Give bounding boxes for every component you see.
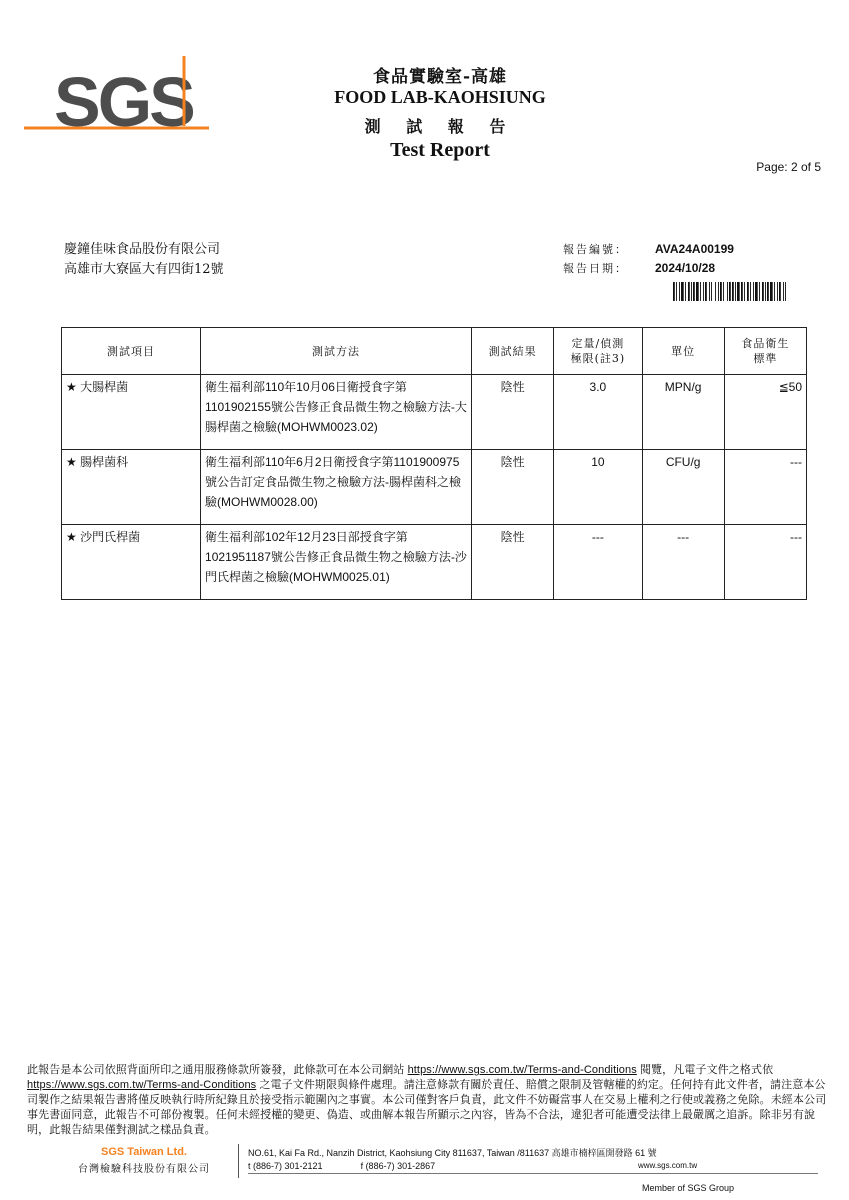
header-standard [724, 328, 806, 375]
disclaimer-part-2: 閱覽，凡電子文件之格式依 [636, 1064, 774, 1076]
row-result: 陰性 [472, 525, 554, 600]
header-limit [554, 328, 642, 375]
barcode-bar [700, 282, 701, 301]
header-standard-line2: 標準 [753, 352, 778, 365]
barcode-bar [741, 282, 743, 301]
barcode-bar [720, 282, 722, 301]
footer-company [74, 1146, 214, 1175]
row-limit: 10 [554, 450, 642, 525]
row-unit: MPN/g [642, 375, 724, 450]
table-row [62, 450, 807, 525]
sgs-logo-text: SGS [54, 63, 193, 141]
footer-phone: t (886-7) 301-2121 [248, 1161, 323, 1171]
disclaimer [27, 1063, 827, 1138]
client-name: 慶鐘佳味食品股份有限公司 [64, 242, 221, 257]
barcode [673, 282, 788, 301]
barcode-bar [685, 282, 686, 301]
row-method: 衛生福利部102年12月23日部授食字第1021951187號公告修正食品微生物之檢驗方法-沙門氏桿菌之檢驗(MOHWM0025.01) [201, 525, 472, 600]
barcode-bar [711, 282, 712, 301]
barcode-bar [735, 282, 736, 301]
barcode-bar [755, 282, 758, 301]
footer-fax: f (886-7) 301-2867 [360, 1161, 436, 1171]
barcode-bar [709, 282, 710, 301]
barcode-bar [676, 282, 677, 301]
barcode-bar [681, 282, 684, 301]
row-item: ★ 沙門氏桿菌 [62, 525, 201, 600]
row-limit: --- [554, 525, 642, 600]
barcode-bar [779, 282, 781, 301]
barcode-bar [767, 282, 769, 301]
header-item: 測試項目 [62, 328, 201, 375]
barcode-bar [747, 282, 749, 301]
report-number-label: 報告編號： [563, 243, 628, 256]
barcode-bar [693, 282, 695, 301]
barcode-bar [785, 282, 786, 301]
barcode-bar [723, 282, 724, 301]
row-method: 衛生福利部110年6月2日衛授食字第1101900975號公告訂定食品微生物之檢驗方法-腸桿菌科之檢驗(MOHWM0028.00) [201, 450, 472, 525]
barcode-bar [688, 282, 690, 301]
barcode-bar [679, 282, 680, 301]
lab-title-en: FOOD LAB-KAOHSIUNG [334, 87, 546, 107]
barcode-bar [753, 282, 754, 301]
table-row [62, 525, 807, 600]
disclaimer-part-1: 此報告是本公司依照背面所印之通用服務條款所簽發，此條款可在本公司網站 [27, 1064, 408, 1076]
report-number: AVA24A00199 [655, 242, 734, 256]
barcode-bar [732, 282, 734, 301]
barcode-bar [765, 282, 766, 301]
row-standard: --- [724, 450, 806, 525]
terms-link-2[interactable]: https://www.sgs.com.tw/Terms-and-Conditions [27, 1079, 257, 1091]
disclaimer-part-3: 之電子文件期限與條件處理。請注意條款有關於責任、賠償之限制及管轄權的約定。任何持有此文件者，請注意本公司製作之結果報告書將僅反映執行時所紀錄且於接受指示範圍內之事實。本公司僅對客戶負責，此文件不妨礙當事人在交易上權利之行使或義務之免除。未經本公司事先書面同意，此報告不可部份複製。任何未經授權的變更、偽造、或曲解本報告所顯示之內容，皆為不合法，違犯者可能遭受法律上最嚴厲之追訴。除非另有說明，此報告結果僅對測試之樣品負責。 [27, 1079, 827, 1136]
report-meta [563, 240, 734, 278]
footer-address: NO.61, Kai Fa Rd., Nanzih District, Kaohsiung City 811637, Taiwan /811637 高雄市楠梓區開發路 61 號 [248, 1148, 657, 1158]
table-header-row [62, 328, 807, 375]
report-title-en: Test Report [390, 139, 490, 161]
header-limit-line1: 定量/偵測 [571, 337, 625, 350]
footer-contact [248, 1147, 657, 1173]
company-name-zh: 台灣檢驗科技股份有限公司 [78, 1164, 210, 1175]
barcode-bar [737, 282, 740, 301]
lab-title-zh: 食品實驗室-高雄 [372, 67, 508, 87]
header-limit-line2: 極限(註3) [570, 352, 626, 365]
barcode-bar [783, 282, 784, 301]
report-title-zh: 測 試 報 告 [364, 117, 516, 136]
row-item: ★ 腸桿菌科 [62, 450, 201, 525]
barcode-bar [715, 282, 716, 301]
barcode-bar [777, 282, 778, 301]
row-result: 陰性 [472, 375, 554, 450]
barcode-bar [774, 282, 775, 301]
header-result: 測試結果 [472, 328, 554, 375]
barcode-bar [696, 282, 699, 301]
row-item: ★ 大腸桿菌 [62, 375, 201, 450]
report-date: 2024/10/28 [655, 261, 716, 275]
results-table [61, 327, 807, 600]
footer-member: Member of SGS Group [642, 1183, 735, 1193]
barcode-bar [762, 282, 764, 301]
barcode-bar [703, 282, 704, 301]
row-unit: CFU/g [642, 450, 724, 525]
terms-link[interactable]: https://www.sgs.com.tw/Terms-and-Conditions [407, 1064, 637, 1076]
barcode-bar [727, 282, 728, 301]
barcode-bar [744, 282, 745, 301]
footer-divider [238, 1144, 239, 1178]
barcode-bar [729, 282, 731, 301]
header-unit: 單位 [642, 328, 724, 375]
row-limit: 3.0 [554, 375, 642, 450]
header-standard-line1: 食品衛生 [741, 337, 790, 350]
company-name-en: SGS Taiwan Ltd. [101, 1146, 187, 1158]
barcode-bar [759, 282, 760, 301]
row-method: 衛生福利部110年10月06日衛授食字第1101902155號公告修正食品微生物之檢驗方法-大腸桿菌之檢驗(MOHWM0023.02) [201, 375, 472, 450]
row-standard: --- [724, 525, 806, 600]
footer-website[interactable]: www.sgs.com.tw [638, 1161, 698, 1170]
barcode-bar [770, 282, 773, 301]
footer-rule [248, 1173, 818, 1174]
header-method: 測試方法 [201, 328, 472, 375]
barcode-bar [750, 282, 751, 301]
barcode-bar [718, 282, 719, 301]
barcode-bar [691, 282, 692, 301]
report-date-label: 報告日期： [563, 262, 628, 275]
page-number: Page: 2 of 5 [756, 160, 821, 174]
row-result: 陰性 [472, 450, 554, 525]
client-address: 高雄市大寮區大有四街12號 [64, 262, 224, 277]
table-row [62, 375, 807, 450]
barcode-bar [673, 282, 675, 301]
row-standard: ≦50 [724, 375, 806, 450]
row-unit: --- [642, 525, 724, 600]
client-block [64, 240, 224, 280]
sgs-logo [24, 56, 214, 142]
barcode-bar [705, 282, 707, 301]
